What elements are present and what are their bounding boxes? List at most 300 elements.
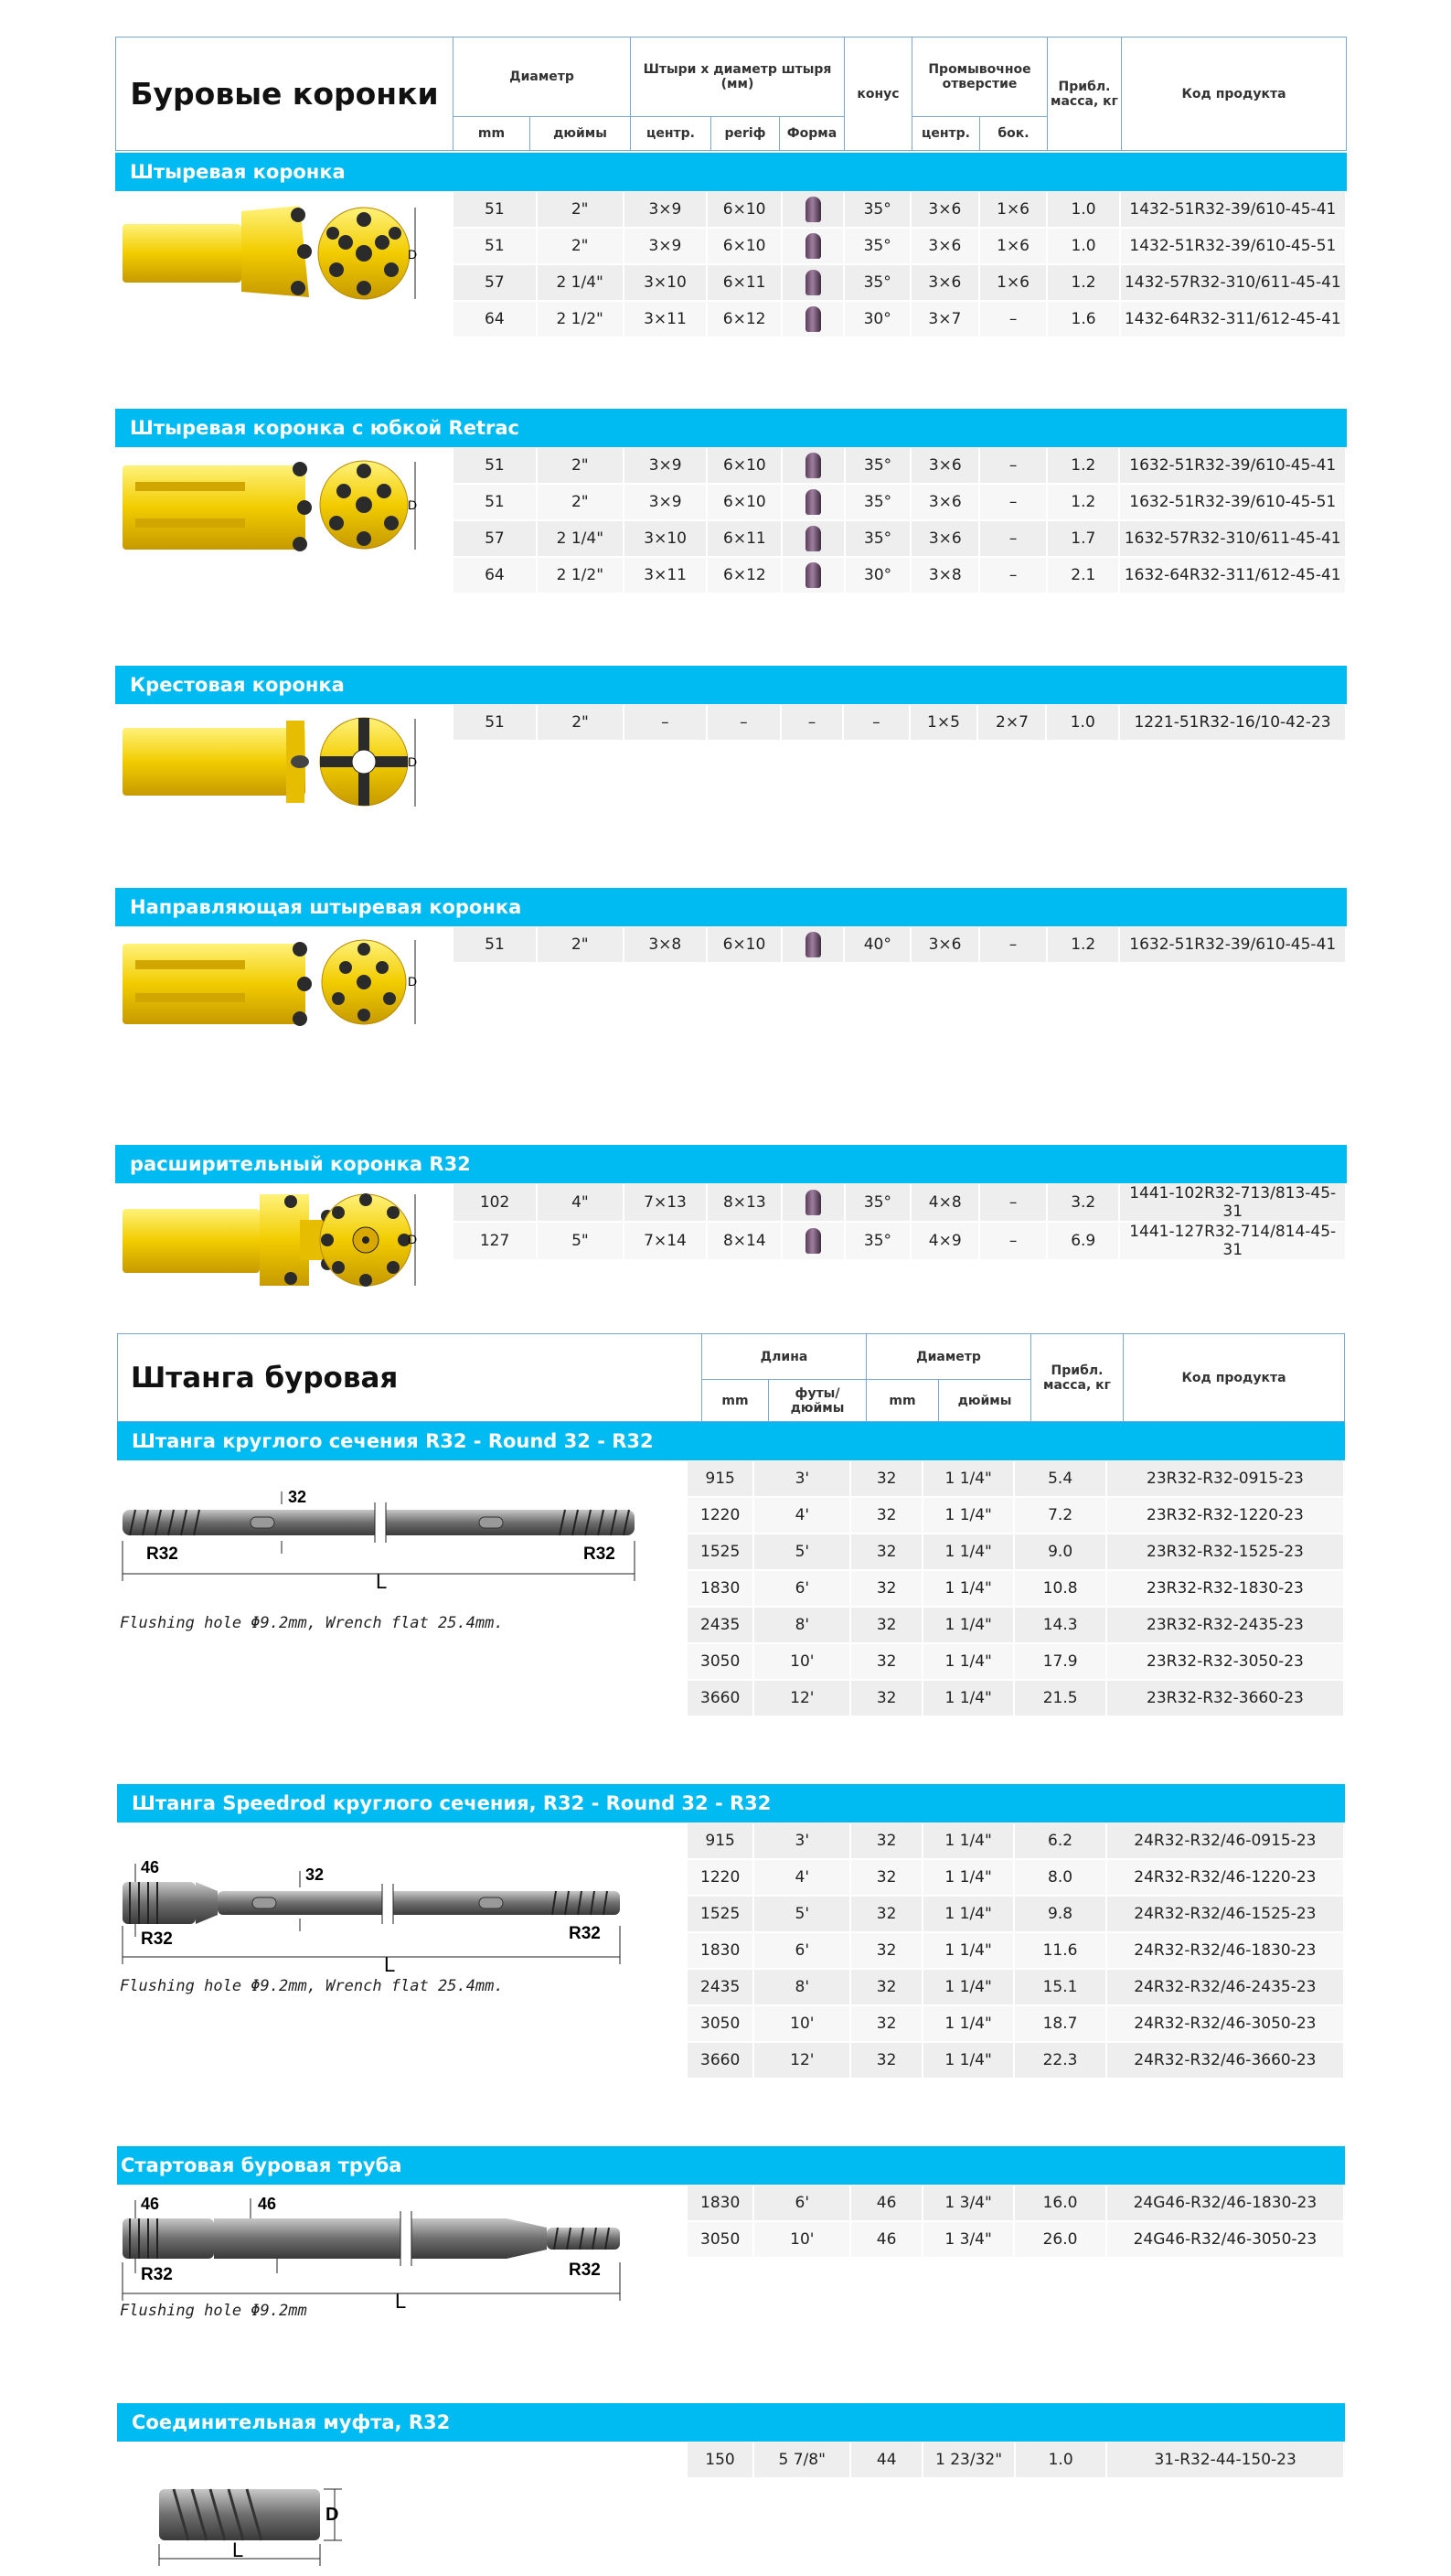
table-cell: 1432-51R32-39/610-45-51: [1120, 228, 1346, 264]
starter-rod-image: [117, 2186, 652, 2314]
table-row: [688, 1607, 1344, 1643]
table-cell: 1221-51R32-16/10-42-23: [1119, 705, 1346, 741]
diameter-label: D: [408, 497, 418, 512]
table-cell: 3×11: [624, 557, 708, 593]
section-bar-cross-bit: Крестовая коронка: [115, 666, 1347, 704]
table-cell: 1 1/4": [923, 2005, 1014, 2042]
table-cell: 44: [850, 2442, 923, 2478]
table-row: [453, 1184, 1346, 1222]
table-cell: 1441-127R32-714/814-45-31: [1119, 1222, 1346, 1260]
table-cell: 46: [850, 2186, 923, 2221]
table-cell: 6×10: [707, 228, 782, 264]
cross-bit-table: [453, 705, 1347, 742]
retrac-bit-image: [117, 454, 424, 555]
table-row: [688, 1497, 1344, 1534]
table-cell: 1.2: [1047, 264, 1119, 301]
table-cell: 6.2: [1014, 1823, 1105, 1859]
table-cell: 31-R32-44-150-23: [1106, 2442, 1344, 2478]
table-row: [688, 2005, 1344, 2042]
table-cell: –: [979, 1184, 1047, 1222]
guide-bit-image: [117, 933, 424, 1029]
table-cell: 1×6: [979, 264, 1048, 301]
table-row: [688, 1570, 1344, 1607]
table-row: [453, 301, 1346, 337]
table-row: [453, 484, 1346, 520]
table-cell: 1 1/4": [923, 1896, 1014, 1932]
table-cell: –: [979, 557, 1047, 593]
table-cell: 1632-51R32-39/610-45-41: [1119, 448, 1346, 484]
table-cell: 57: [453, 264, 537, 301]
table-cell: 35°: [845, 1184, 912, 1222]
table-cell: 7×14: [624, 1222, 708, 1260]
table-cell: 5': [753, 1896, 850, 1932]
table-cell: 3×6: [911, 264, 979, 301]
table-cell: 2 1/4": [537, 520, 624, 557]
table-cell: 1×6: [979, 228, 1048, 264]
thread-label-right: R32: [569, 1924, 601, 1943]
table-cell: 5 7/8": [753, 2442, 850, 2478]
bits-header-table: [115, 37, 1347, 151]
table-cell: 32: [850, 1534, 923, 1570]
table-cell: 1432-51R32-39/610-45-41: [1120, 192, 1346, 228]
table-cell: 1432-64R32-311/612-45-41: [1120, 301, 1346, 337]
table-cell: 11.6: [1014, 1932, 1105, 1969]
table-cell: 2": [537, 705, 624, 741]
table-cell: 35°: [844, 192, 911, 228]
section-bar-retrac-bit: Штыревая коронка с юбкой Retrac: [115, 409, 1347, 447]
table-row: [688, 1534, 1344, 1570]
thread-label-left: R32: [141, 1929, 173, 1949]
table-cell: 24R32-R32/46-3660-23: [1106, 2042, 1344, 2079]
table-cell: 102: [453, 1184, 537, 1222]
table-cell: 51: [453, 927, 537, 963]
table-cell: –: [979, 484, 1047, 520]
table-cell: –: [624, 705, 707, 741]
hdr-cone: конус: [845, 37, 912, 151]
table-cell: 32: [850, 1461, 923, 1497]
page-title: Буровые коронки: [116, 37, 453, 151]
table-cell: 2435: [688, 1969, 753, 2005]
table-cell: 3660: [688, 2042, 753, 2079]
table-cell: 1 1/4": [923, 2042, 1014, 2079]
table-cell: –: [781, 705, 843, 741]
table-cell: 32: [850, 1932, 923, 1969]
table-cell: 3×7: [911, 301, 979, 337]
table-cell: 6×10: [707, 927, 782, 963]
table-cell: 1×5: [910, 705, 978, 741]
table-cell: 3×10: [624, 520, 708, 557]
table-cell: 12': [753, 2042, 850, 2079]
table-cell: 23R32-R32-2435-23: [1106, 1607, 1344, 1643]
table-cell: 1.7: [1047, 520, 1119, 557]
table-row: [688, 1932, 1344, 1969]
table-cell: 10': [753, 2221, 850, 2258]
rod-diameter-label: 46: [258, 2195, 277, 2213]
starter-rod-note: Flushing hole Φ9.2mm: [120, 2302, 307, 2320]
table-cell: 5": [537, 1222, 624, 1260]
table-cell: 17.9: [1014, 1643, 1105, 1680]
table-cell: 1 1/4": [923, 1643, 1014, 1680]
table-cell: 7×13: [624, 1184, 708, 1222]
thread-label-right: R32: [583, 1545, 615, 1564]
table-cell: 4': [753, 1859, 850, 1896]
pin-shape-icon: [782, 557, 844, 593]
pin-shape-icon: [782, 484, 844, 520]
hdr-rod-code: Код продукта: [1124, 1334, 1345, 1422]
table-cell: 24R32-R32/46-0915-23: [1106, 1823, 1344, 1859]
table-cell: 24R32-R32/46-1525-23: [1106, 1896, 1344, 1932]
table-cell: 35°: [845, 484, 912, 520]
hdr-form: Форма: [780, 116, 845, 150]
table-row: [688, 1643, 1344, 1680]
diameter-label: D: [408, 1232, 418, 1246]
table-cell: 32: [850, 1896, 923, 1932]
table-cell: 32: [850, 1607, 923, 1643]
table-row: [453, 927, 1346, 963]
table-row: [688, 1680, 1344, 1716]
pin-shape-icon: [782, 1222, 844, 1260]
hdr-pins: Штыри x диаметр штыря (мм): [631, 37, 845, 117]
table-cell: 1632-51R32-39/610-45-51: [1119, 484, 1346, 520]
table-cell: 5': [753, 1534, 850, 1570]
table-cell: 10': [753, 2005, 850, 2042]
table-row: [453, 448, 1346, 484]
diameter-label: D: [408, 974, 418, 989]
table-cell: 3×9: [624, 484, 708, 520]
table-cell: 6×10: [707, 448, 782, 484]
pin-bit-table: [453, 192, 1347, 338]
table-cell: 51: [453, 448, 537, 484]
length-label: L: [384, 1953, 396, 1973]
table-cell: 46: [850, 2221, 923, 2258]
pin-shape-icon: [782, 520, 844, 557]
table-cell: –: [979, 1222, 1047, 1260]
table-cell: 35°: [844, 228, 911, 264]
table-cell: 32: [850, 1859, 923, 1896]
table-cell: 3×6: [911, 228, 979, 264]
table-cell: 6': [753, 1932, 850, 1969]
table-cell: 18.7: [1014, 2005, 1105, 2042]
retrac-bit-table: [453, 448, 1347, 594]
table-cell: 3×6: [911, 520, 979, 557]
table-cell: 1 1/4": [923, 1932, 1014, 1969]
table-row: [688, 2221, 1344, 2258]
pin-shape-icon: [782, 1184, 844, 1222]
reamer-bit-table: [453, 1184, 1347, 1261]
table-cell: 1 3/4": [923, 2221, 1014, 2258]
table-cell: 2": [537, 448, 624, 484]
table-cell: 16.0: [1014, 2186, 1105, 2221]
table-cell: 3×6: [911, 484, 979, 520]
section-bar-guide-bit: Направляющая штыревая коронка: [115, 888, 1347, 926]
table-cell: 1 1/4": [923, 1607, 1014, 1643]
table-row: [688, 2186, 1344, 2221]
table-cell: –: [843, 705, 909, 741]
table-cell: 3.2: [1047, 1184, 1119, 1222]
table-cell: 32: [850, 1823, 923, 1859]
length-label: L: [232, 2539, 244, 2561]
table-cell: 1 23/32": [923, 2442, 1015, 2478]
table-cell: 4×8: [911, 1184, 979, 1222]
hdr-center: центр.: [631, 116, 711, 150]
table-cell: 3×8: [911, 557, 979, 593]
table-cell: –: [979, 927, 1047, 963]
table-cell: 22.3: [1014, 2042, 1105, 2079]
table-row: [453, 520, 1346, 557]
table-cell: 24R32-R32/46-1830-23: [1106, 1932, 1344, 1969]
diameter-label: D: [408, 754, 418, 769]
table-cell: –: [979, 301, 1048, 337]
table-cell: 64: [453, 557, 537, 593]
table-cell: 150: [688, 2442, 753, 2478]
round-rod-note: Flushing hole Φ9.2mm, Wrench flat 25.4mm.: [120, 1614, 504, 1632]
section-bar-pin-bit: Штыревая коронка: [115, 153, 1347, 191]
table-cell: 1.0: [1047, 228, 1119, 264]
table-cell: 6×11: [707, 264, 782, 301]
table-cell: 35°: [845, 1222, 912, 1260]
thread-label-right: R32: [569, 2261, 601, 2280]
table-row: [688, 1896, 1344, 1932]
table-cell: 4×9: [911, 1222, 979, 1260]
table-cell: 1.6: [1047, 301, 1119, 337]
rod-end-diameter-label: 46: [141, 2195, 160, 2213]
pin-shape-icon: [782, 228, 844, 264]
table-row: [688, 1461, 1344, 1497]
section-bar-reamer-bit: расширительный коронка R32: [115, 1145, 1347, 1183]
table-cell: 1.2: [1047, 448, 1119, 484]
table-cell: 3×10: [624, 264, 708, 301]
speedrod-note: Flushing hole Φ9.2mm, Wrench flat 25.4mm.: [120, 1977, 504, 1995]
table-cell: 1 1/4": [923, 1570, 1014, 1607]
table-cell: 3×11: [624, 301, 708, 337]
table-cell: 6': [753, 2186, 850, 2221]
round-rod-image: [117, 1486, 652, 1591]
table-cell: 915: [688, 1461, 753, 1497]
table-cell: 1×6: [979, 192, 1048, 228]
hdr-code: Код продукта: [1122, 37, 1347, 151]
table-cell: 8': [753, 1969, 850, 2005]
table-cell: 1.0: [1046, 705, 1119, 741]
table-cell: 30°: [844, 301, 911, 337]
table-cell: 3050: [688, 1643, 753, 1680]
table-cell: 1632-51R32-39/610-45-41: [1119, 927, 1346, 963]
hdr-len-mm: mm: [702, 1380, 769, 1422]
rods-title: Штанга буровая: [118, 1334, 702, 1422]
pin-shape-icon: [782, 927, 844, 963]
table-cell: 2": [537, 927, 624, 963]
thread-label-left: R32: [146, 1545, 178, 1564]
cross-bit-image: [117, 711, 424, 812]
table-row: [688, 1859, 1344, 1896]
table-row: [453, 557, 1346, 593]
pin-shape-icon: [782, 264, 844, 301]
table-cell: 35°: [844, 264, 911, 301]
rod-diameter-label: 32: [288, 1488, 307, 1506]
table-cell: 1830: [688, 1570, 753, 1607]
table-cell: 6×10: [707, 484, 782, 520]
section-bar-round-rod: Штанга круглого сечения R32 - Round 32 - R32: [117, 1422, 1345, 1460]
table-cell: 6×12: [707, 557, 782, 593]
table-cell: 32: [850, 1497, 923, 1534]
table-cell: 10': [753, 1643, 850, 1680]
table-row: [453, 228, 1346, 264]
round-rod-table: [688, 1461, 1345, 1717]
table-cell: 3×6: [911, 448, 979, 484]
table-row: [688, 1823, 1344, 1859]
table-cell: 1525: [688, 1896, 753, 1932]
table-cell: 1 1/4": [923, 1823, 1014, 1859]
hdr-dia-inch: дюймы: [939, 1380, 1031, 1422]
table-row: [688, 1969, 1344, 2005]
rod-diameter-label: 32: [305, 1865, 325, 1884]
length-label: L: [395, 2290, 407, 2313]
table-row: [453, 192, 1346, 228]
table-cell: 40°: [844, 927, 911, 963]
rods-header-table: [117, 1333, 1345, 1422]
table-cell: 3': [753, 1823, 850, 1859]
table-cell: 23R32-R32-3050-23: [1106, 1643, 1344, 1680]
table-cell: 24R32-R32/46-1220-23: [1106, 1859, 1344, 1896]
pin-shape-icon: [782, 192, 844, 228]
table-cell: 4": [537, 1184, 624, 1222]
pin-shape-icon: [782, 448, 844, 484]
hdr-length: Длина: [702, 1334, 867, 1380]
table-row: [453, 1222, 1346, 1260]
hdr-flush-side: бок.: [980, 116, 1048, 150]
table-row: [453, 705, 1346, 741]
coupling-table: [688, 2442, 1345, 2479]
table-cell: 6×11: [707, 520, 782, 557]
table-cell: 32: [850, 2042, 923, 2079]
hdr-dia-mm: mm: [867, 1380, 939, 1422]
table-cell: 1432-57R32-310/611-45-41: [1120, 264, 1346, 301]
table-cell: 23R32-R32-1525-23: [1106, 1534, 1344, 1570]
table-cell: 2 1/2": [537, 557, 624, 593]
table-cell: 6': [753, 1570, 850, 1607]
table-cell: 32: [850, 1680, 923, 1716]
coupling-image: [155, 2480, 361, 2571]
table-cell: 2×7: [977, 705, 1046, 741]
table-cell: 1 1/4": [923, 1497, 1014, 1534]
table-cell: 3×6: [911, 927, 979, 963]
table-cell: 127: [453, 1222, 537, 1260]
table-cell: 9.0: [1014, 1534, 1105, 1570]
hdr-diameter: Диаметр: [453, 37, 631, 117]
table-cell: 30°: [845, 557, 912, 593]
table-cell: 3×9: [624, 228, 708, 264]
table-cell: 2435: [688, 1607, 753, 1643]
guide-bit-table: [453, 927, 1347, 964]
table-cell: 2 1/4": [537, 264, 624, 301]
table-cell: 14.3: [1014, 1607, 1105, 1643]
table-cell: 32: [850, 2005, 923, 2042]
table-cell: 1441-102R32-713/813-45-31: [1119, 1184, 1346, 1222]
table-cell: 10.8: [1014, 1570, 1105, 1607]
reamer-bit-image: [117, 1189, 424, 1291]
table-cell: 3×8: [624, 927, 707, 963]
table-cell: 1 1/4": [923, 1969, 1014, 2005]
table-cell: 6×12: [707, 301, 782, 337]
table-row: [453, 264, 1346, 301]
table-cell: 23R32-R32-1220-23: [1106, 1497, 1344, 1534]
table-cell: 23R32-R32-3660-23: [1106, 1680, 1344, 1716]
table-cell: 51: [453, 228, 537, 264]
table-cell: 2.1: [1047, 557, 1119, 593]
table-cell: 3×9: [624, 192, 708, 228]
table-cell: –: [707, 705, 781, 741]
table-cell: 15.1: [1014, 1969, 1105, 2005]
table-cell: 1 1/4": [923, 1680, 1014, 1716]
starter-rod-table: [688, 2186, 1345, 2259]
hdr-mass: Прибл. масса, кг: [1048, 37, 1122, 151]
table-cell: 6×10: [707, 192, 782, 228]
section-bar-speedrod: Штанга Speedrod круглого сечения, R32 - Round 32 - R32: [117, 1784, 1345, 1822]
table-cell: 1220: [688, 1859, 753, 1896]
table-cell: 1.2: [1047, 927, 1119, 963]
table-cell: 24G46-R32/46-1830-23: [1106, 2186, 1344, 2221]
table-cell: 7.2: [1014, 1497, 1105, 1534]
table-cell: 21.5: [1014, 1680, 1105, 1716]
table-cell: 1 1/4": [923, 1534, 1014, 1570]
table-cell: 23R32-R32-0915-23: [1106, 1461, 1344, 1497]
hdr-rod-diameter: Диаметр: [867, 1334, 1031, 1380]
section-bar-starter-rod: Стартовая буровая труба: [117, 2146, 1345, 2185]
table-cell: 1632-57R32-310/611-45-41: [1119, 520, 1346, 557]
table-cell: 32: [850, 1643, 923, 1680]
table-cell: 24R32-R32/46-2435-23: [1106, 1969, 1344, 2005]
thread-label-left: R32: [141, 2265, 173, 2284]
table-cell: 2 1/2": [537, 301, 624, 337]
table-cell: 1 1/4": [923, 1859, 1014, 1896]
table-cell: 1525: [688, 1534, 753, 1570]
table-cell: 24G46-R32/46-3050-23: [1106, 2221, 1344, 2258]
table-cell: 32: [850, 1570, 923, 1607]
table-cell: 1220: [688, 1497, 753, 1534]
table-cell: 51: [453, 192, 537, 228]
table-cell: 6.9: [1047, 1222, 1119, 1260]
hdr-flush-center: центр.: [912, 116, 980, 150]
table-cell: 3050: [688, 2005, 753, 2042]
table-cell: 51: [453, 484, 537, 520]
table-cell: 1.2: [1047, 484, 1119, 520]
table-cell: 915: [688, 1823, 753, 1859]
table-cell: 2": [537, 484, 624, 520]
diameter-label: D: [408, 247, 418, 262]
table-cell: 8.0: [1014, 1859, 1105, 1896]
table-cell: 9.8: [1014, 1896, 1105, 1932]
table-cell: 35°: [845, 448, 912, 484]
pin-bit-image: [117, 197, 424, 311]
diameter-label: D: [325, 2505, 339, 2525]
table-cell: 4': [753, 1497, 850, 1534]
table-cell: 3050: [688, 2221, 753, 2258]
table-cell: 8×13: [707, 1184, 782, 1222]
table-cell: 24R32-R32/46-3050-23: [1106, 2005, 1344, 2042]
speedrod-image: [117, 1845, 652, 1973]
table-cell: 23R32-R32-1830-23: [1106, 1570, 1344, 1607]
table-cell: 32: [850, 1969, 923, 2005]
table-cell: 26.0: [1014, 2221, 1105, 2258]
table-cell: 57: [453, 520, 537, 557]
table-cell: 12': [753, 1680, 850, 1716]
table-cell: 3×9: [624, 448, 708, 484]
hdr-inch: дюймы: [530, 116, 631, 150]
table-cell: 2": [537, 228, 624, 264]
table-cell: 2": [537, 192, 624, 228]
table-cell: 3660: [688, 1680, 753, 1716]
hdr-perif: periф: [711, 116, 780, 150]
table-cell: 1.0: [1015, 2442, 1106, 2478]
